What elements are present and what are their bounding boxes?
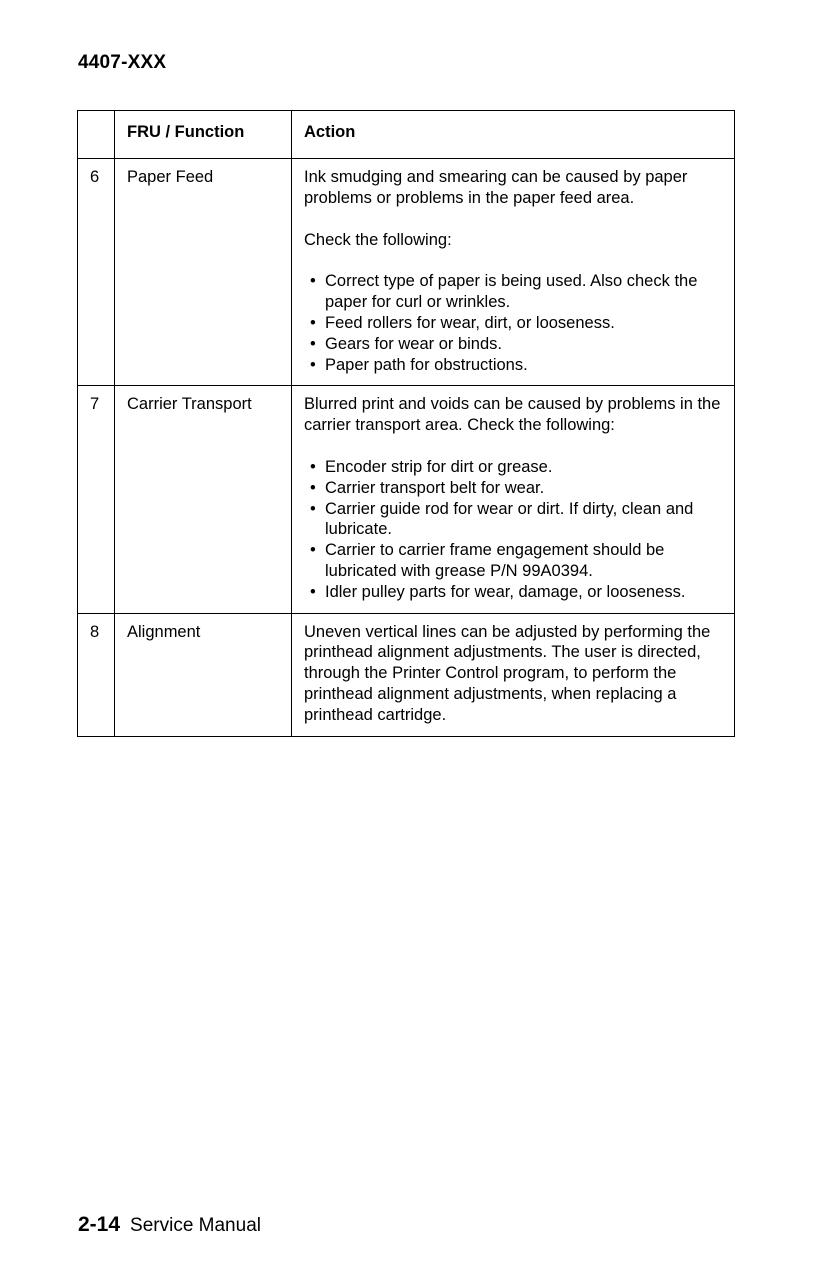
table-header-row: [78, 111, 735, 159]
list-item: • Carrier transport belt for wear.: [304, 478, 722, 499]
header-number: [78, 111, 115, 159]
list-item: • Feed rollers for wear, dirt, or looseness.: [304, 313, 722, 334]
list-item: • Encoder strip for dirt or grease.: [304, 457, 722, 478]
action-paragraph: Blurred print and voids can be caused by problems in the carrier transport area. Check the following:: [304, 395, 721, 435]
row-number: 8: [78, 613, 115, 736]
row-fru: Alignment: [115, 613, 292, 736]
document-id: 4407-XXX: [78, 52, 167, 73]
header-fru-function: FRU / Function: [115, 111, 292, 159]
list-item: • Paper path for obstructions.: [304, 355, 722, 376]
action-paragraph: Uneven vertical lines can be adjusted by performing the printhead alignment adjustments. The user is directed, through the Printer Control program, to perform the printhead alignment adjustments, when replacing a printhead cartridge.: [304, 622, 711, 724]
list-item: • Correct type of paper is being used. Also check the paper for curl or wrinkles.: [304, 271, 722, 313]
check-list: [304, 457, 722, 603]
header-action: Action: [292, 111, 735, 159]
row-fru: Paper Feed: [115, 159, 292, 386]
fru-action-table: [77, 110, 735, 737]
list-item: • Carrier to carrier frame engagement should be lubricated with grease P/N 99A0394.: [304, 540, 722, 582]
manual-title: Service Manual: [130, 1215, 261, 1236]
list-item: • Carrier guide rod for wear or dirt. If dirty, clean and lubricate.: [304, 499, 722, 541]
row-action: [292, 613, 735, 736]
row-number: 7: [78, 386, 115, 613]
row-action: [292, 159, 735, 386]
list-item: • Idler pulley parts for wear, damage, or looseness.: [304, 582, 722, 603]
row-action: [292, 386, 735, 613]
action-paragraph: Check the following:: [304, 230, 452, 249]
list-item: • Gears for wear or binds.: [304, 334, 722, 355]
row-fru: Carrier Transport: [115, 386, 292, 613]
table-row: [78, 386, 735, 613]
table-row: [78, 613, 735, 736]
action-paragraph: Ink smudging and smearing can be caused by paper problems or problems in the paper feed area.: [304, 168, 688, 207]
table-row: [78, 159, 735, 386]
page-number: 2-14: [78, 1213, 121, 1236]
row-number: 6: [78, 159, 115, 386]
page-footer: [78, 1213, 261, 1237]
check-list: [304, 271, 722, 375]
